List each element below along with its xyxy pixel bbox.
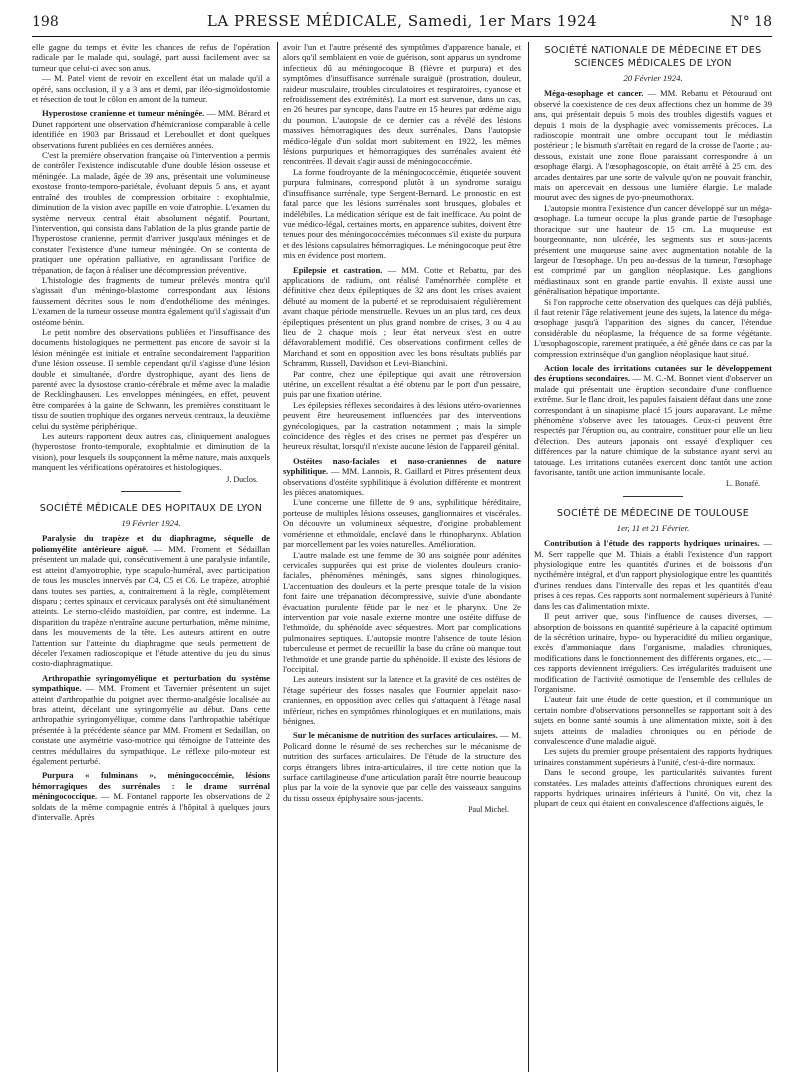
article-body: — MM. Bérard et Dunet rapportent une observation d'hémicraniose comparable à celle identifiée en 1903 par Brissaud et Lereboullet et dont quelques observations furent publiées en ces dernières années. bbox=[32, 108, 270, 150]
section-rule bbox=[623, 496, 683, 497]
article-body: — M. Serr rappelle que M. Thiais a établi l'existence d'un rapport physiologique entre les quantités d'urines et de boissons d'un nycthémère intégral, et d'un rapport physiologique entre les quantités d'urines rendues dans l'intervalle des repas et les quantités d'eau prises à ces repas. Ces rapports sont normalement supérieurs à l'unité dans les cas d'alimentation mixte. bbox=[534, 538, 772, 611]
article bbox=[283, 730, 521, 803]
author-signature: L. Bonafé. bbox=[726, 479, 760, 489]
article bbox=[534, 538, 772, 611]
paragraph: avoir l'un et l'autre présenté des symptômes d'apparence banale, et alors qu'il semblaient en voie de guérison, sont apparus un syndrome infectieux dû au méningocoque B (fièvre et purpura) et des symptômes d'insuffisance surrénale suraiguë (prostration, douleur, raideur musculaire, troubles circulatoires et respiratoires, cyanose et refroidissement des extrémités). La mort est survenue, dans un cas, en 26 heures par syncope, dans l'autre en 15 heures par œdème aigu du poumon. L'autopsie de ce dernier cas a révélé des lésions massives hémorragiques des deux surrénales. Dans l'autopsie médico-légale d'un soldat mort subitement en 1922, les mêmes lésions purpuriques et hémorragiques des surrénales avaient été rencontrées. Il devait s'agir aussi de méningococcémie. bbox=[283, 42, 521, 167]
paragraph: Par contre, chez une épileptique qui avait une rétroversion utérine, un excellent résultat a été obtenu par le port d'un pessaire, puis par une fixation utérine. bbox=[283, 368, 521, 400]
paragraph: L'histologie des fragments de tumeur prélevés montra qu'il s'agissait d'un méningo-blastome correspondant aux lésions faussement décrites sous le nom d'endothéliome des méninges. L'examen de la tumeur osseuse montra également qu'il s'agissait d'un ostéome bénin. bbox=[32, 274, 270, 327]
paragraph: elle gagne du temps et évite les chances de refus de l'opération radicale par le malade qui, soulagé, part aussi facilement avec sa tumeur que celui-ci avec son anus. bbox=[32, 42, 270, 73]
paragraph: C'est la première observation française où l'intervention a permis de contrôler l'existence indiscutable d'une double lésion osseuse et méningée. La malade, âgée de 39 ans, présentait une volumineuse exostose fronto-temporo-pariétale, évoluant depuis 5 ans, et ayant entraîné des troubles de compression orbitaire : exophtalmie, diminution de la vision avec papille en voie d'atrophie. L'examen du système nerveux central était absolument négatif. Pourtant, l'intervention, qui consista dans l'ablation de la plus grande partie de l'hyperostose cranienne, permit d'arriver jusqu'aux méninges et de constater l'existence d'une tumeur méningée. On se contenta de pratiquer une opération palliative, en agrandissant l'orifice de trépanation, de façon à réaliser une décompression préventive. bbox=[32, 150, 270, 275]
article bbox=[534, 363, 772, 477]
article-body: — MM. Froment et Tavernier présentent un sujet atteint d'arthropathie du poignet avec thermo-analgésie localisée au bras atteint, décelant une syringomyélie au début. Dans cette arthropathie syringomyélique, comme dans l'arthropathie tabétique présentée à la précédente séance par MM. Froment et Sedaillan, on constate une asymétrie vaso-motrice qui témoigne de l'atteinte des centres médullaires du sympathique. Le réflexe pilo-moteur est également perturbé. bbox=[32, 683, 270, 766]
article-title: Paralysie du trapèze et du diaphragme, séquelle de poliomyélite antérieure aiguë. bbox=[32, 533, 270, 554]
author-signature: Paul Michel. bbox=[468, 805, 509, 815]
paragraph: Le petit nombre des observations publiées et l'insuffisance des documents histologiques ne permettent pas encore de savoir si la lésion méningée est initiale et entraîne secondairement l'apparition d'une lésion osseuse. Il semble cependant qu'il s'agisse d'une lésion double et simultanée, d'ordre dystrophique, ayant des liens de parenté avec la dysostose cranio-cérébrale et même avec la maladie de Recklinghausen. Les enveloppes méningées, en effet, peuvent être comparées à la gaine de Schwann, les premières constituant le tissu de soutien trophique des organes nerveux centraux, la deuxième celui du système périphérique. bbox=[32, 326, 270, 431]
page-header bbox=[32, 12, 772, 34]
paragraph: La forme foudroyante de la méningococcémie, étiquetée souvent purpura fulminans, correspond plutôt à un syndrome suraigu d'insuffisance surrénale, type Sergent-Bernard. Le pronostic en est fatal parce que les lésions surrénales sont brusques, globales et indélébiles. La médication sérique est de fait inefficace. Au point de vue médico-légal, certaines morts, en apparence subites, doivent être tenues pour des méningococcémies méconnues s'il existe du purpura et des lésions capsulaires hémorragiques. Le méningocoque peut être mis en évidence post mortem. bbox=[283, 166, 521, 261]
paragraph: L'une concerne une fillette de 9 ans, syphilitique héréditaire, porteuse de multiples lésions osseuses, ganglionnaires et viscérales. On découvre un volumineux séquestre, d'origine probablement vomérienne et ethmoïdale, enclavé dans le rhinopharynx. Ablation par morcellement par les voies naturelles. Amélioration. bbox=[283, 497, 521, 550]
column-2 bbox=[283, 42, 521, 1072]
section-rule bbox=[121, 491, 181, 492]
article-title: Action locale des irritations cutanées sur le développement des éruptions secondaires. bbox=[534, 362, 772, 384]
article bbox=[534, 88, 772, 202]
header-rule bbox=[32, 36, 772, 37]
article-title: Purpura « fulminans », méningococcémie, lésions hémorragiques des surrénales : le drame surrénal méningococcique. bbox=[32, 770, 270, 802]
section-heading: SOCIÉTÉ MÉDICALE DES HOPITAUX DE LYON bbox=[39, 503, 263, 515]
author-signature: J. Duclos. bbox=[226, 474, 258, 484]
article-title: Epilepsie et castration. bbox=[293, 264, 383, 275]
article-body: — MM. Froment et Sédaillan présentent un malade qui, consécutivement à une paralysie infantile, est atteint d'amyotrophie, type scapulo-huméral, avec participation de tous les muscles innervés par C4, C5 et C6. Le trapèze, atrophié dans toutes ses parties, a, contrairement à la règle, complètement disparu ; certes spinaux et cervicaux paralysés ont été simultanément atteints. Le sterno-cléido mastoïdien, par contre, est indemne. La disparition du trapèze n'entraîne aucune perturbation, même minime, dans les mouvements de la tête. Les auteurs attirent en outre l'attention sur l'atteinte du diaphragme que seuls permettent de déceler l'examen radioscopique et l'étude attentive du jeu du sinus costo-diaphragmatique. bbox=[32, 543, 270, 669]
article-title: Contribution à l'étude des rapports hydriques urinaires. bbox=[544, 538, 760, 549]
session-date: 19 Février 1924. bbox=[121, 518, 181, 529]
article-title: Sur le mécanisme de nutrition des surfaces articulaires. bbox=[293, 730, 498, 741]
column-3 bbox=[534, 42, 772, 1072]
article bbox=[32, 108, 270, 150]
paragraph: L'auteur fait une étude de cette question, et il communique un certain nombre d'observations personnelles se rapportant soit à des sujets en bonne santé soumis à une alimentation mixte, soit à des sujets atteints de maladies chroniques ou en période de convalescence d'une maladie aiguë. bbox=[534, 694, 772, 746]
article bbox=[283, 456, 521, 498]
paragraph: Les auteurs rapportent deux autres cas, cliniquement analogues (hyperostose fronto-temporale, exophtalmie et diminution de la vision), pour lesquels ils soupçonnent la même nature, mais auxquels manquent les vérifications opératoires et histologiques. bbox=[32, 431, 270, 473]
paragraph: Les épilepsies réflexes secondaires à des lésions utéro-ovariennes peuvent être heureusement influencées par des interventions gynécologiques, par la castration notamment ; mais la simple coïncidence des règles et des crises ne permet pas d'espérer un heureux résultat, lorsqu'il n'existe aucune lésion de l'appareil génital. bbox=[283, 399, 521, 452]
article-body: — MM. Lannois, R. Gaillard et Pitres présentent deux observations d'ostéite syphilitique à évolution différente et montrent les pièces anatomiques. bbox=[283, 466, 521, 498]
paragraph: L'autre malade est une femme de 30 ans soignée pour adénites cervicales suppurées qui est prise de violentes douleurs cranio-faciales, phénomènes méningés, sans signes rhinologiques. L'accentuation des douleurs et la perte presque totale de la vision font faire une trépanation décompressive, suivie d'une abondante évacuation purulente fétide par le nez et le pharynx. Une 2e intervention par voie nasale externe montre une ostéite diffuse de l'ethmoïde, du sphénoïde avec séquestres. Mort par complications pulmonaires septiques. L'autopsie montre l'absence de toute lésion tuberculeuse et permet de recueillir la base du crâne où manque tout l'ethmoïde et une grande partie du sphénoïde. Il existe des lésions de l'occipital. bbox=[283, 549, 521, 674]
paragraph: L'autopsie montra l'existence d'un cancer développé sur un méga-œsophage. La tumeur occupe la plus grande partie de l'œsophage thoracique sur une hauteur de 15 cm. La muqueuse est bourgeonnante, non ulcérée, les segments sus et sous-jacents présentent une muqueuse saine avec augmentation notable de la largeur de l'œsophage. Un peu au-dessus de la tumeur, l'œsophage est comprimé par un ganglion néoplasique. Les ganglions médiastinaux sont en grande partie envahis. Il existe aussi une généralisation hépatique importante. bbox=[534, 202, 772, 297]
article-body: — M. Fontanel rapporte les observations de 2 soldats de la même compagnie entrés à l'hôpital à quelques jours d'intervalle. Après bbox=[32, 791, 270, 823]
paragraph: Dans le second groupe, les particularités suivantes furent constatées. Les malades atteints d'affections chroniques eurent des rapports hydriques urinaires inférieurs à l'unité. On vit, chez la plupart de ceux qui étaient en convalescence d'affections aiguës, le bbox=[534, 767, 772, 809]
article bbox=[32, 533, 270, 668]
article-body: — M. Policard donne le résumé de ses recherches sur le mécanisme de nutrition des surfaces articulaires. De l'étude de la structure des corps étrangers libres intra-articulaires, il tire cette notion que la surface cartilagineuse d'une articulation paraît être nourrie beaucoup plus par la voie de la synovie que par celle des vaisseaux sanguins du tissu osseux épiphysaire sous-jacents. bbox=[283, 730, 521, 803]
section-heading: SOCIÉTÉ NATIONALE DE MÉDECINE ET DES SCIENCES MÉDICALES DE LYON bbox=[544, 45, 762, 69]
column-divider bbox=[528, 42, 529, 1072]
article-body: — MM. Rebattu et Pétouraud ont observé la coexistence de ces deux affections chez un homme de 39 ans, qui présentait depuis 5 mois des troubles digestifs vagues et depuis 1 mois de la dysphagie avec vomissements précoces. La radioscopie montrait une ombre occupant tout le médiastin postérieur ; le bismuth s'arrêtait en regard de la crosse de l'aorte ; au-dessous, existait une zone floue paraissant correspondre à un œsophage élargi. A l'œsophagoscopie, on était arrêté à 25 cm. des arcades dentaires par une sorte de valvule qu'on ne pouvait franchir, mais on apercevait en dessous une lumière élargie. Le malade mourut avec des signes de pyo-pneumothorax. bbox=[534, 88, 772, 203]
paragraph: Il peut arriver que, sous l'influence de causes diverses, — absorption de boissons en quantité supérieure à la capacité optimum de la sécrétion urinaire, hypo- ou hyperacidité du milieu organique, excès d'ammoniaque dans l'organisme, maladies chroniques, modifications dans le fonctionnement des différents organes, etc., — ces rapports deviennent irréguliers. Ces irrégularités traduisent une modification de l'activité osmotique de l'ensemble des cellules de l'organisme. bbox=[534, 611, 772, 694]
column-divider bbox=[277, 42, 278, 1072]
paragraph: Les sujets du premier groupe présentaient des rapports hydriques urinaires constamment supérieurs à l'unité, c'est-à-dire normaux. bbox=[534, 746, 772, 767]
article-title: Arthropathie syringomyélique et perturbation du système sympathique. bbox=[32, 672, 270, 694]
article bbox=[32, 770, 270, 822]
section-heading: SOCIÉTÉ DE MÉDECINE DE TOULOUSE bbox=[556, 507, 750, 519]
issue-number: N° 18 bbox=[730, 14, 772, 30]
page-number: 198 bbox=[32, 14, 59, 30]
session-date: 20 Février 1924. bbox=[623, 73, 683, 83]
journal-title: LA PRESSE MÉDICALE, Samedi, 1er Mars 1924 bbox=[206, 12, 598, 30]
paragraph: Les auteurs insistent sur la latence et la gravité de ces ostéites de l'étage supérieur des fosses nasales que Fournier appelait naso-craniennes, en opposition avec celles qui s'attaquent à l'étage nasal inférieur, riches en symptômes rhinologiques et en mutilations, mais bénignes. bbox=[283, 674, 521, 726]
session-date: 1er, 11 et 21 Février. bbox=[616, 522, 690, 533]
column-1 bbox=[32, 42, 270, 1072]
article-title: Méga-œsophage et cancer. bbox=[544, 88, 644, 99]
paragraph: Si l'on rapproche cette observation des quelques cas déjà publiés, il faut retenir l'âge relativement jeune des sujets, la latence du méga-œsophage jusqu'à l'apparition des signes du cancer, l'étendue considérable du néoplasme, la fréquence de sa forme végétante. L'œsophagoscopie, rarement pratiquée, a été gênée dans ce cas par la compression extrinsèque d'un ganglion néoplasique haut situé. bbox=[534, 296, 772, 359]
article-body: — MM. Cotte et Rebattu, par des applications de radium, ont réalisé l'aménorrhée complète et définitive chez deux épileptiques de 32 ans dont les crises avaient débuté au moment de la puberté et se reproduisaient régulièrement avant chaque période menstruelle. Revues un an plus tard, ces deux épileptiques présentent un plus grand nombre de crises, 3 ou 4 au lieu de 2 chaque mois ; leur état nerveux s'est en outre défavorablement modifié. Ces observations confirment celles de Marchand et sont en opposition avec les bons résultats publiés par Schramm, Russell, Davidson et Levi-Bianchini. bbox=[283, 264, 521, 369]
article bbox=[32, 673, 270, 767]
article bbox=[283, 265, 521, 369]
article-title: Ostéites naso-faciales et naso-craniennes de nature syphilitique. bbox=[283, 455, 521, 477]
paragraph: — M. Patel vient de revoir en excellent état un malade qu'il a opéré, sans occlusion, il y a 3 ans et demi, par iléo-sigmoïdostomie et résection de tout le côlon en amont de la tumeur. bbox=[32, 73, 270, 105]
article-body: — M. C.-M. Bonnet vient d'observer un malade qui présentait une éruption secondaire d'une confluence extrême. Sur le flanc droit, les papules faisaient défaut dans une zone correspondant à un sinapisme placé 15 jours auparavant. Le même phénomène s'observe avec les tatouages. Ceux-ci peuvent être respectés par l'éruption ou, au contraire, constituer pour elle un lieu d'élection. Des auteurs japonais ont essayé d'expliquer ces différences par la nature chimique de la substance ayant servi au tatouage. Les irritations cutanées exercent donc tantôt une action favorisante, tantôt une action immunisante locale. bbox=[534, 373, 772, 478]
article-title: Hyperostose cranienne et tumeur méningée. bbox=[42, 108, 205, 119]
